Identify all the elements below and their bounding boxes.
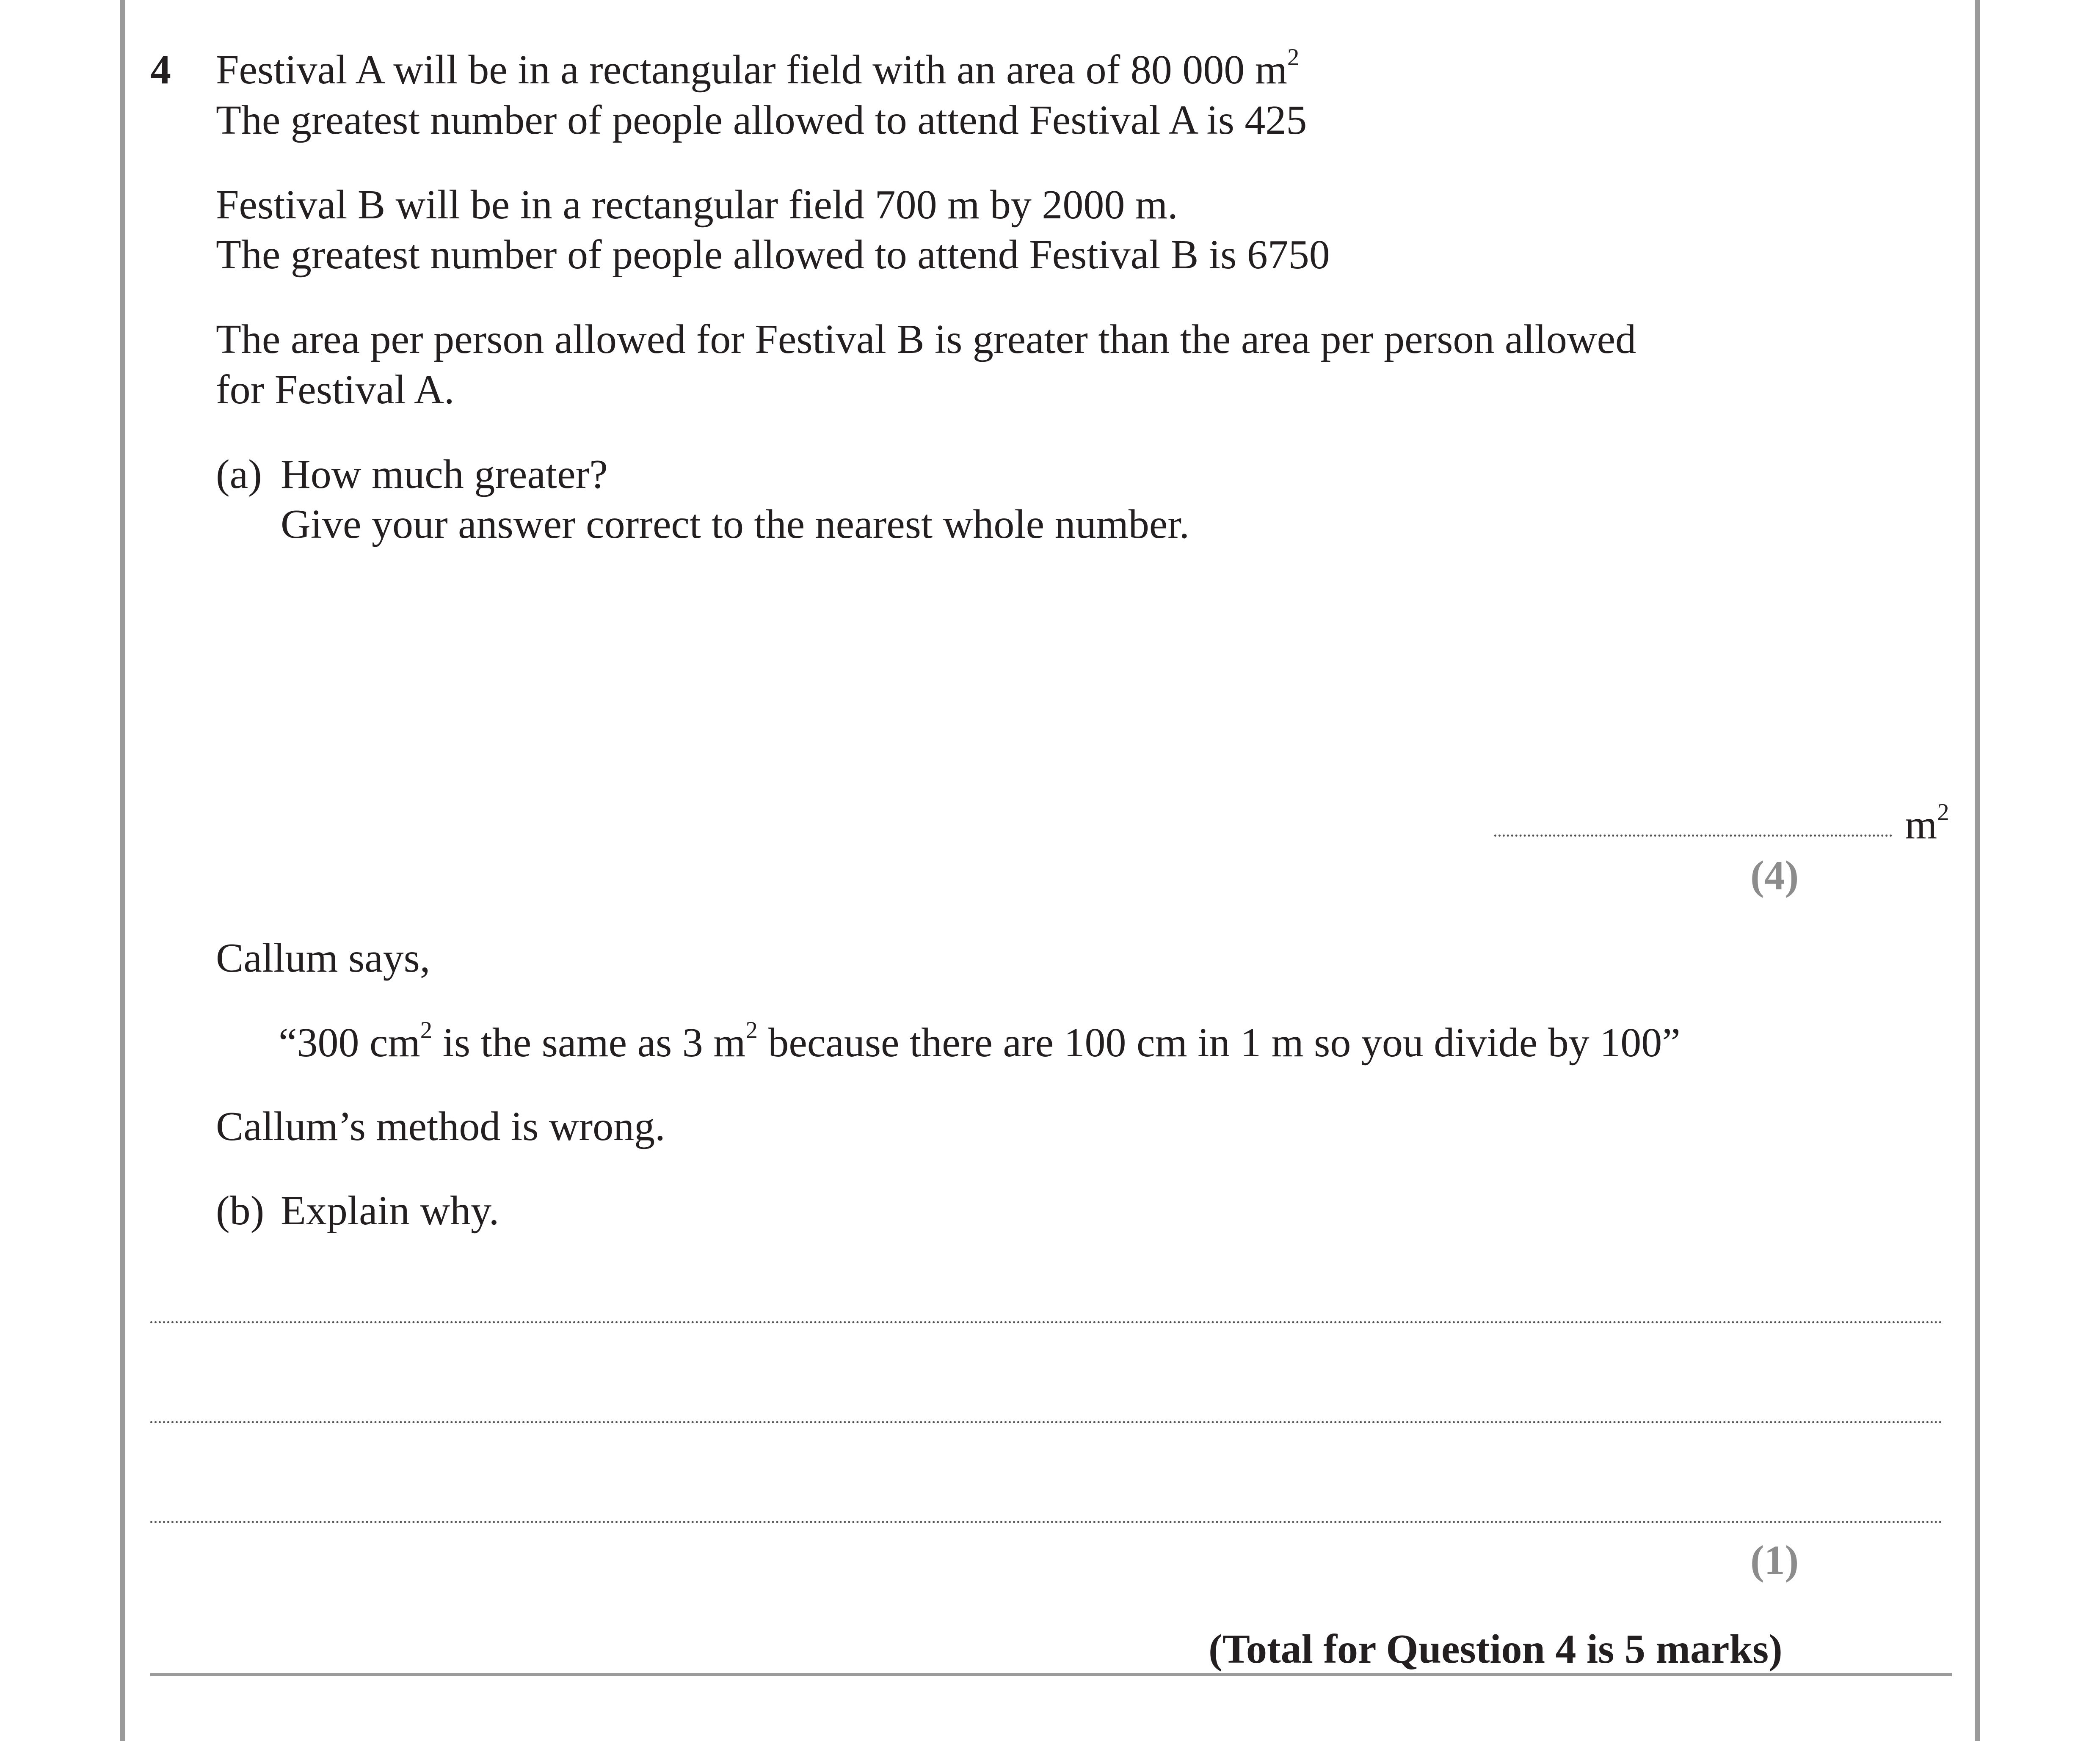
- question-end-rule: [150, 1673, 1952, 1676]
- part-a-unit: $m^2$: [1905, 799, 1949, 848]
- part-b-line: Explain why.: [281, 1188, 499, 1234]
- part-a-line-1: How much greater?: [281, 452, 608, 497]
- question-total: (Total for Question 4 is 5 marks): [1209, 1626, 1783, 1672]
- part-a-answer-line[interactable]: [1494, 835, 1892, 837]
- page-border-right: [1975, 0, 1980, 1741]
- part-b-answer-line-3[interactable]: [150, 1521, 1943, 1523]
- part-a-marks: (4): [1750, 853, 1799, 898]
- part-b-label: (b): [216, 1188, 265, 1234]
- stem-line-3: Festival B will be in a rectangular field 700 m by 2000 m.: [216, 182, 1178, 228]
- part-a-line-2: Give your answer correct to the nearest whole number.: [281, 501, 1190, 547]
- page-border-left: [120, 0, 125, 1741]
- question-number: 4: [150, 47, 171, 93]
- stem-line-2: The greatest number of people allowed to attend Festival A is 425: [216, 97, 1307, 143]
- callum-verdict: Callum’s method is wrong.: [216, 1104, 665, 1149]
- part-a-label: (a): [216, 452, 262, 497]
- callum-intro: Callum says,: [216, 935, 430, 981]
- part-b-answer-line-2[interactable]: [150, 1421, 1943, 1423]
- stem-line-5: The area per person allowed for Festival B is greater than the area per person allowed: [216, 317, 1636, 362]
- stem-line-4: The greatest number of people allowed to attend Festival B is 6750: [216, 232, 1330, 278]
- part-b-marks: (1): [1750, 1537, 1799, 1583]
- stem-line-6: for Festival A.: [216, 367, 455, 413]
- stem-line-1: Festival A will be in a rectangular field with an area of 80 000 $m^2$: [216, 44, 1300, 93]
- callum-quote: “300 $cm^2$ is the same as 3 $m^2$ because there are 100 cm in 1 m so you divide by 100”: [279, 1017, 1681, 1066]
- part-b-answer-line-1[interactable]: [150, 1321, 1943, 1323]
